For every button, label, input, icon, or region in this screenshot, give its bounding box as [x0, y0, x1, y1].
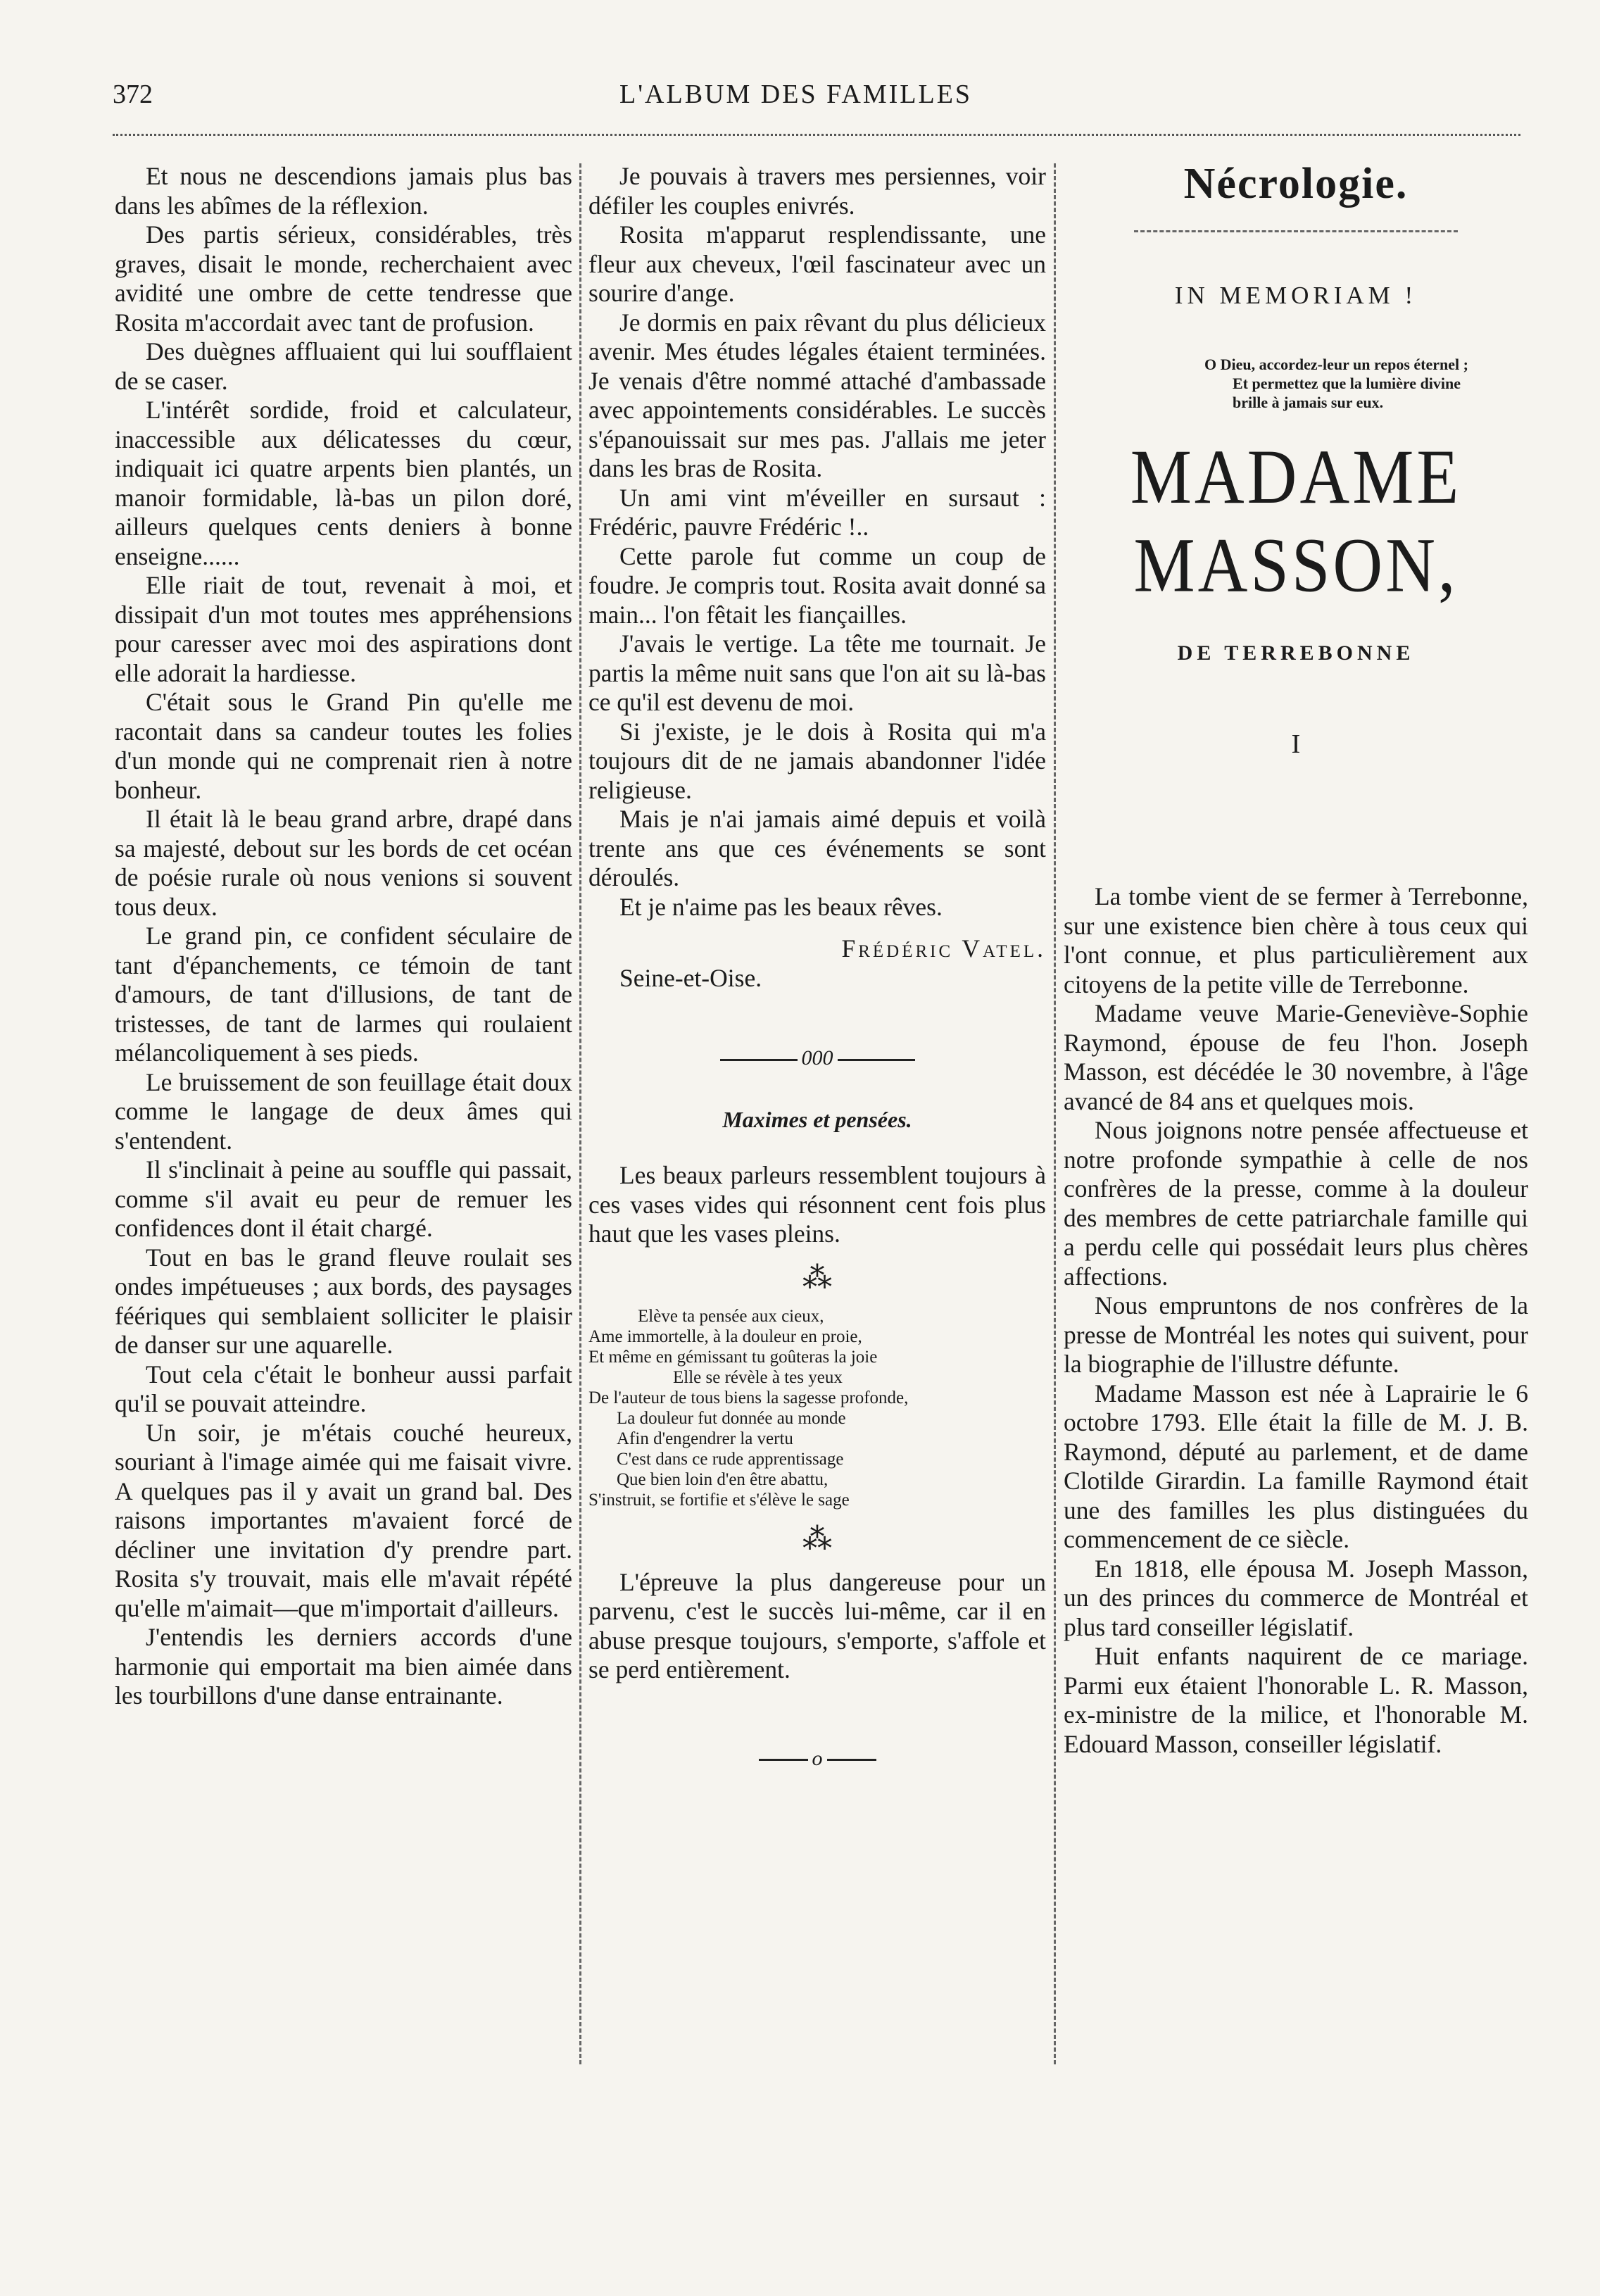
page-number: 372	[113, 80, 153, 109]
column-2	[588, 162, 1046, 1773]
column-3	[1064, 882, 1528, 1759]
epigraph-line: Et permettez que la lumière divine brille à jamais sur eux.	[1233, 375, 1461, 411]
column-1	[115, 162, 572, 1711]
paragraph: C'était sous le Grand Pin qu'elle me racontait dans sa candeur toutes les folies d'un monde qui ne comprenait rien à notre bonheur.	[115, 688, 572, 804]
poem-line: Elle se révèle à tes yeux	[673, 1368, 843, 1387]
paragraph: L'intérêt sordide, froid et calculateur, inaccessible aux délicatesses du cœur, indiquait ici quatre arpents bien plantés, un manoir formidable, là-bas un pilon doré, ailleurs quelques cents deniers à bonne enseigne......	[115, 396, 572, 570]
paragraph: La tombe vient de se fermer à Terrebonne, sur une existence bien chère à tous ceux qui l'ont connue, et plus particulièrement aux citoyens de la petite ville de Terrebonne.	[1064, 882, 1528, 998]
paragraph: J'entendis les derniers accords d'une harmonie qui emportait ma bien aimée dans les tourbillons d'une danse entrainante.	[115, 1623, 572, 1710]
paragraph: Elle riait de tout, revenait à moi, et dissipait d'un mot toutes mes appréhensions pour caresser avec moi des aspirations dont elle adorait la hardiesse.	[115, 571, 572, 687]
page-header	[113, 79, 1520, 121]
paragraph: Et je n'aime pas les beaux rêves.	[619, 892, 943, 921]
paragraph: Le grand pin, ce confident séculaire de tant d'épanchements, ce témoin de tant d'amours, de tant d'illusions, de tant de tristesses, de tant de larmes qui roulaient mélancoliquement à ses pieds.	[115, 922, 572, 1067]
paragraph: Des duègnes affluaient qui lui soufflaient de se caser.	[115, 337, 572, 395]
poem-line: Ame immortelle, à la douleur en proie,	[588, 1327, 862, 1346]
paragraph: Un soir, je m'étais couché heureux, souriant à l'image aimée qui me faisait vivre. A quelques pas il y avait un grand bal. Des raisons importantes m'avaient forcé de décliner une invitation d'y prendre part. Rosita s'y trouvait, mais elle m'avait répété qu'elle m'aimait—que m'importait d'ailleurs.	[115, 1418, 572, 1622]
column-separator	[1054, 163, 1056, 2064]
poem-line: La douleur fut donnée au monde	[617, 1409, 846, 1428]
paragraph: Rosita m'apparut resplendissante, une fleur aux cheveux, l'œil fascinateur avec un sourire d'ange.	[588, 220, 1046, 307]
header-rule	[113, 134, 1520, 136]
paragraph: Mais je n'ai jamais aimé depuis et voilà trente ans que ces événements se sont déroulés.	[588, 805, 1046, 891]
paragraph: Des partis sérieux, considérables, très graves, disait le monde, recherchaient avec avidité une ombre de cette tendresse que Rosita m'accordait avec tant de profusion.	[115, 220, 572, 337]
paragraph: Madame Masson est née à Laprairie le 6 octobre 1793. Elle était la fille de M. J. B. Raymond, député au parlement, et de dame Clotilde Girardin. La famille Raymond était une des familles les plus distinguées du commencement de ce siècle.	[1064, 1379, 1528, 1553]
running-title: L'ALBUM DES FAMILLES	[619, 80, 973, 109]
asterism: ⁂	[802, 1262, 832, 1295]
paragraph: Je dormis en paix rêvant du plus délicieux avenir. Mes études légales étaient terminées. Je venais d'être nommé attaché d'ambassade avec appointements considérables. Le succès s'épanouissait sur mes pas. J'allais me jeter dans les bras de Rosita.	[588, 308, 1046, 482]
heading-rule	[1134, 230, 1458, 232]
section-divider	[588, 1043, 1046, 1073]
deceased-place: DE TERREBONNE	[1177, 641, 1415, 665]
divider-text: o	[812, 1746, 823, 1770]
column-separator	[579, 163, 581, 2064]
author-signature: Frédéric Vatel.	[841, 934, 1046, 962]
paragraph: Tout en bas le grand fleuve roulait ses ondes impétueuses ; aux bords, des paysages féériques qui semblaient solliciter le plaisir de danser sur une aquarelle.	[115, 1243, 572, 1359]
deceased-name: MADAME MASSON,	[1130, 434, 1462, 609]
poem-line: Afin d'engendrer la vertu	[617, 1429, 793, 1448]
paragraph: Il était là le beau grand arbre, drapé dans sa majesté, debout sur les bords de cet océan de poésie rurale où nous venions si souvent tous deux.	[115, 805, 572, 921]
paragraph: Il s'inclinait à peine au souffle qui passait, comme s'il avait eu peur de remuer les confidences dont il était chargé.	[115, 1155, 572, 1242]
section-title: Maximes et pensées.	[722, 1106, 912, 1132]
epigraph-line: O Dieu, accordez-leur un repos éternel ;	[1204, 356, 1468, 373]
maxim: L'épreuve la plus dangereuse pour un parvenu, c'est le succès lui-même, car il en abuse presque toujours, s'emporte, s'affole et se perd entièrement.	[588, 1567, 1046, 1683]
paragraph: Tout cela c'était le bonheur aussi parfait qu'il se pouvait atteindre.	[115, 1360, 572, 1417]
poem-line: Elève ta pensée aux cieux,	[638, 1307, 824, 1326]
paragraph: Je pouvais à travers mes persiennes, voir défiler les couples enivrés.	[588, 162, 1046, 220]
in-memoriam-title: IN MEMORIAM !	[1174, 282, 1418, 309]
paragraph: Huit enfants naquirent de ce mariage. Parmi eux étaient l'honorable L. R. Masson, ex-ministre de la milice, et l'honorable M. Edouard Masson, conseiller législatif.	[1064, 1642, 1528, 1758]
poem-line: C'est dans ce rude apprentissage	[617, 1450, 844, 1469]
poem-line: Que bien loin d'en être abattu,	[617, 1470, 829, 1489]
paragraph: Nous empruntons de nos confrères de la presse de Montréal les notes qui suivent, pour la biographie de l'illustre défunte.	[1064, 1291, 1528, 1378]
poem-line: De l'auteur de tous biens la sagesse profonde,	[588, 1388, 909, 1407]
end-divider	[588, 1744, 1046, 1774]
maxim: Les beaux parleurs ressemblent toujours à ces vases vides qui résonnent cent fois plus haut que les vases pleins.	[588, 1161, 1046, 1248]
paragraph: Et nous ne descendions jamais plus bas dans les abîmes de la réflexion.	[115, 162, 572, 220]
obituary-heading-block	[1064, 159, 1528, 760]
paragraph: Nous joignons notre pensée affectueuse et notre profonde sympathie à celle de nos confrères de la presse, comme à la douleur des membres de cette patriarchale famille qui a perdu celle qui possédait leurs plus chères affections.	[1064, 1116, 1528, 1291]
poem-line: S'instruit, se fortifie et s'élève le sage	[588, 1491, 850, 1510]
asterism: ⁂	[802, 1524, 832, 1556]
poem	[588, 1306, 1046, 1510]
section-number: I	[1291, 729, 1301, 759]
paragraph: Un ami vint m'éveiller en sursaut : Frédéric, pauvre Frédéric !..	[588, 483, 1046, 541]
epigraph	[1204, 355, 1493, 412]
paragraph: Le bruissement de son feuillage était doux comme le langage de deux âmes qui s'entendent.	[115, 1067, 572, 1155]
paragraph: Si j'existe, je le dois à Rosita qui m'a toujours dit de ne jamais abandonner l'idée religieuse.	[588, 717, 1046, 804]
paragraph: En 1818, elle épousa M. Joseph Masson, un des princes du commerce de Montréal et plus tard conseiller législatif.	[1064, 1554, 1528, 1641]
obituary-heading: Nécrologie.	[1183, 160, 1409, 208]
author-place: Seine-et-Oise.	[619, 963, 762, 992]
paragraph: Cette parole fut comme un coup de foudre. Je compris tout. Rosita avait donné sa main... l'on fêtait les fiançailles.	[588, 541, 1046, 629]
divider-text: 000	[801, 1046, 833, 1069]
paragraph: J'avais le vertige. La tête me tournait. Je partis la même nuit sans que l'on ait su là-bas ce qu'il est devenu de moi.	[588, 629, 1046, 716]
paragraph: Madame veuve Marie-Geneviève-Sophie Raymond, épouse de feu l'hon. Joseph Masson, est décédée le 30 novembre, à l'âge avancé de 84 ans et quelques mois.	[1064, 999, 1528, 1115]
poem-line: Et même en gémissant tu goûteras la joie	[588, 1348, 878, 1367]
